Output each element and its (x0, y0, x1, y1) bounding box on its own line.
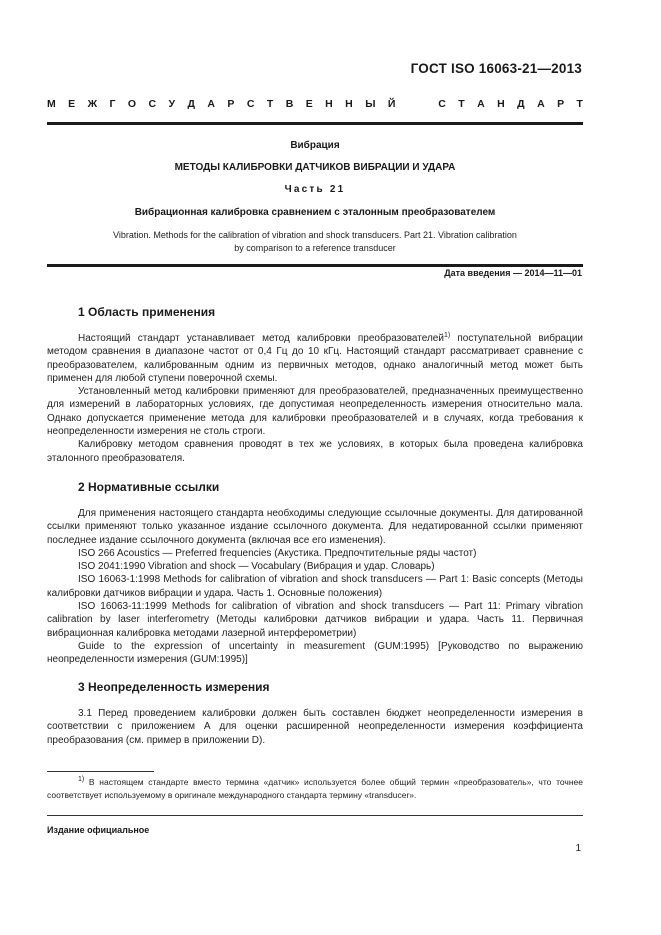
banner-letter: У (168, 98, 176, 110)
banner-letter: С (246, 98, 255, 110)
title-main: МЕТОДЫ КАЛИБРОВКИ ДАТЧИКОВ ВИБРАЦИИ И УДАРА (174, 162, 456, 173)
banner-letter: А (537, 98, 545, 110)
banner-letter: Е (305, 98, 313, 110)
reference-iso-266: ISO 266 Acoustics — Preferred frequencies (Акустика. Предпочтительные ряды частот) (78, 547, 477, 559)
footer-rule (47, 815, 583, 816)
edition-label: Издание официальное (47, 825, 150, 835)
banner-letter: А (207, 98, 215, 110)
title-english (47, 229, 583, 254)
banner-letter: Д (187, 98, 195, 110)
banner-letter: Д (517, 98, 525, 110)
reference-iso-16063-1: ISO 16063-1:1998 Methods for calibration of vibration and shock transducers — Part 1: Basic concepts (Методы калибровки датчиков вибрации и удара. Часть 1. Основные положения) (47, 574, 583, 599)
banner-letter: Т (266, 98, 274, 110)
banner-letter: Н (345, 98, 353, 110)
banner-letter: Р (557, 98, 565, 110)
section-2-heading: 2 Нормативные ссылки (78, 480, 220, 494)
footnote (47, 776, 583, 802)
banner-letter: Т (576, 98, 583, 110)
section-1-heading: 1 Область применения (78, 305, 216, 319)
banner-letter: С (438, 98, 446, 110)
footnote-text: В настоящем стандарте вместо термина «датчик» используется более общий термин «преобразователь», что точнее соответствует используемому в оригинале международного стандарта термину «transducer». (47, 777, 583, 800)
section-1-paragraph-1: Настоящий стандарт устанавливает метод калибровки преобразователей$^{1)}$ поступательной вибрации методом сравнения в диапазоне частот от 0,4 Гц до 10 кГц. Настоящий стандарт рассматривает сравнение с преобразователем, калиброванным одним из первичных методов, однако аналогичный метод может быть применен для любой ступени поверочной схемы. (47, 332, 584, 384)
banner-letter: Г (109, 98, 116, 110)
section-2-paragraph-1: Для применения настоящего стандарта необходимы следующие ссылочные документы. Для датированной ссылки применяют только указанное издание ссылочного документа. Для недатированной ссылки применяют последнее издание ссылочного документа (включая все его изменения). (47, 508, 583, 546)
banner-word-gap (408, 98, 426, 110)
section-1-paragraph-2: Установленный метод калибровки применяют для преобразователей, предназначенных преимущественно для измерений в лабораторных условиях, где допустимая неопределенность измерения относительно мала. Однако допускается применение метода для калибровки преобразователей и в случаях, когда требования к неопределенности измерения не столь строги. (47, 386, 583, 438)
banner-letter: С (148, 98, 157, 110)
title-subtitle: Вибрационная калибровка сравнением с эталонным преобразователем (134, 207, 496, 218)
banner-letter: Н (325, 98, 333, 110)
banner-letter: Р (227, 98, 235, 110)
title-subject: Вибрация (290, 140, 340, 151)
section-3-paragraph-1: 3.1 Перед проведением калибровки должен быть составлен бюджет неопределенности измерения в соответствии с приложением А для оценки расширенной неопределенности измерения коэффициента преобразования (см. пример в приложении D). (47, 708, 583, 746)
page-number: 1 (575, 843, 581, 854)
section-1-paragraph-3: Калибровку методом сравнения проводят в тех же условиях, в которых была проведена калибровка эталонного преобразователя. (47, 439, 583, 464)
banner-letter: А (477, 98, 485, 110)
interstate-standard-banner (47, 98, 583, 110)
title-rule (47, 264, 583, 267)
footnote-mark: 1) (78, 776, 85, 783)
header-rule (47, 122, 583, 125)
banner-letter: Ы (365, 98, 376, 110)
title-part: Часть 21 (284, 184, 346, 195)
reference-gum: Guide to the expression of uncertainty in measurement (GUM:1995) [Руководство по выражению неопределенности измерения (GUM:1995)] (47, 640, 583, 666)
banner-letter: Е (68, 98, 76, 110)
section-1-body (47, 332, 583, 465)
footnote-rule (47, 771, 154, 772)
banner-letter: Й (387, 98, 396, 110)
banner-letter: В (285, 98, 294, 110)
reference-iso-2041: ISO 2041:1990 Vibration and shock — Vocabulary (Вибрация и удар. Словарь) (78, 561, 435, 573)
banner-letter: М (47, 98, 56, 110)
title-english-line1: Vibration. Methods for the calibration of vibration and shock transducers. Part 21. Vibration calibration (113, 230, 517, 240)
footnote-ref[interactable]: 1) (443, 332, 451, 339)
section-3-body (47, 707, 583, 747)
section-2-body (47, 507, 583, 667)
banner-letter: Т (458, 98, 465, 110)
standard-number: ГОСТ ISO 16063-21—2013 (410, 61, 582, 76)
banner-letter: Ж (87, 98, 98, 110)
intro-date: Дата введения — 2014—11—01 (444, 268, 582, 278)
banner-letter: Н (497, 98, 505, 110)
banner-letter: О (127, 98, 137, 110)
title-english-line2: by comparison to a reference transducer (234, 242, 396, 253)
reference-iso-16063-11: ISO 16063-11:1999 Methods for calibration of vibration and shock transducers — Part 11: Primary vibration calibration by laser interferometry (Методы калибровки датчиков вибрации и удара. Часть 11. Первичная вибрационная калибровка методами лазерной интерферометрии) (47, 601, 583, 639)
section-3-heading: 3 Неопределенность измерения (78, 680, 270, 694)
